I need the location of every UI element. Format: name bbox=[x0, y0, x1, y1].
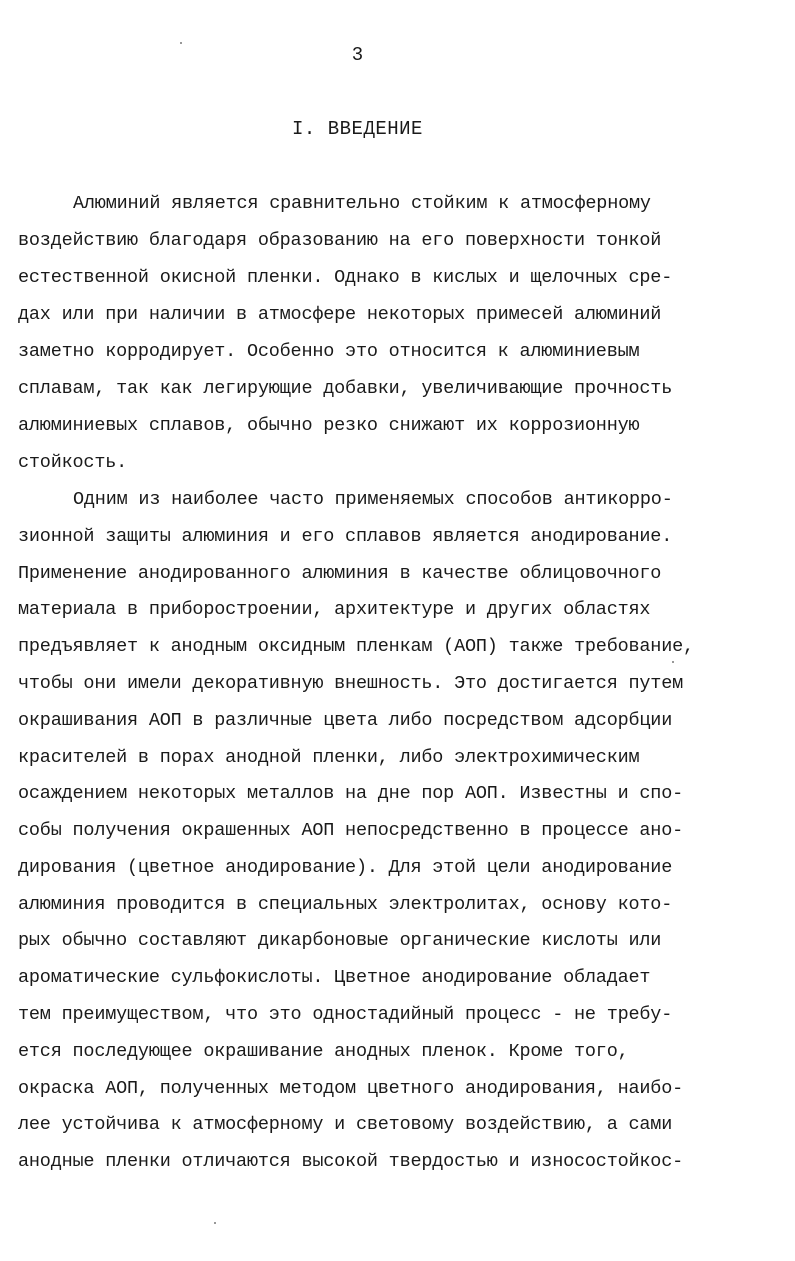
text-line: дах или при наличии в атмосфере некоторых примесей алюминий bbox=[18, 304, 662, 325]
text-line: осаждением некоторых металлов на дне пор АОП. Известны и спо- bbox=[18, 783, 684, 804]
text-line: алюминиевых сплавов, обычно резко снижают их коррозионную bbox=[18, 415, 640, 436]
page-number: 3 bbox=[351, 44, 364, 66]
text-line: дирования (цветное анодирование). Для этой цели анодирование bbox=[18, 857, 673, 878]
text-line: стойкость. bbox=[18, 452, 128, 473]
text-line: рых обычно составляют дикарбоновые органические кислоты или bbox=[18, 930, 662, 951]
text-line: окрашивания АОП в различные цвета либо посредством адсорбции bbox=[18, 710, 673, 731]
section-heading: I. ВВЕДЕНИЕ bbox=[292, 118, 423, 140]
scan-speck bbox=[180, 42, 182, 44]
text-line: собы получения окрашенных АОП непосредственно в процессе ано- bbox=[18, 820, 684, 841]
text-line: чтобы они имели декоративную внешность. Это достигается путем bbox=[18, 673, 684, 694]
text-line: Одним из наиболее часто применяемых способов антикорро- bbox=[73, 489, 673, 510]
text-line: Применение анодированного алюминия в качестве облицовочного bbox=[18, 563, 662, 584]
text-line: красителей в порах анодной пленки, либо электрохимическим bbox=[18, 747, 640, 768]
text-line: сплавам, так как легирующие добавки, увеличивающие прочность bbox=[18, 378, 673, 399]
text-line: заметно корродирует. Особенно это относится к алюминиевым bbox=[18, 341, 640, 362]
text-line: предъявляет к анодным оксидным пленкам (АОП) также требование, bbox=[18, 636, 694, 657]
text-line: окраска АОП, полученных методом цветного анодирования, наибо- bbox=[18, 1078, 684, 1099]
text-line: материала в приборостроении, архитектуре и других областях bbox=[18, 599, 651, 620]
text-line: зионной защиты алюминия и его сплавов является анодирование. bbox=[18, 526, 673, 547]
text-line: тем преимуществом, что это одностадийный процесс - не требу- bbox=[18, 1004, 673, 1025]
text-line: лее устойчива к атмосферному и световому воздействию, а сами bbox=[18, 1114, 673, 1135]
text-line: ароматические сульфокислоты. Цветное анодирование обладает bbox=[18, 967, 651, 988]
text-line: анодные пленки отличаются высокой твердостью и износостойкос- bbox=[18, 1151, 684, 1172]
text-line: ется последующее окрашивание анодных пленок. Кроме того, bbox=[18, 1041, 629, 1062]
scan-speck bbox=[214, 1222, 216, 1224]
text-line: воздействию благодаря образованию на его поверхности тонкой bbox=[18, 230, 662, 251]
text-line: естественной окисной пленки. Однако в кислых и щелочных сре- bbox=[18, 267, 673, 288]
text-line: алюминия проводится в специальных электролитах, основу кото- bbox=[18, 894, 673, 915]
scan-speck bbox=[672, 661, 674, 663]
text-line: Алюминий является сравнительно стойким к атмосферному bbox=[73, 193, 651, 214]
